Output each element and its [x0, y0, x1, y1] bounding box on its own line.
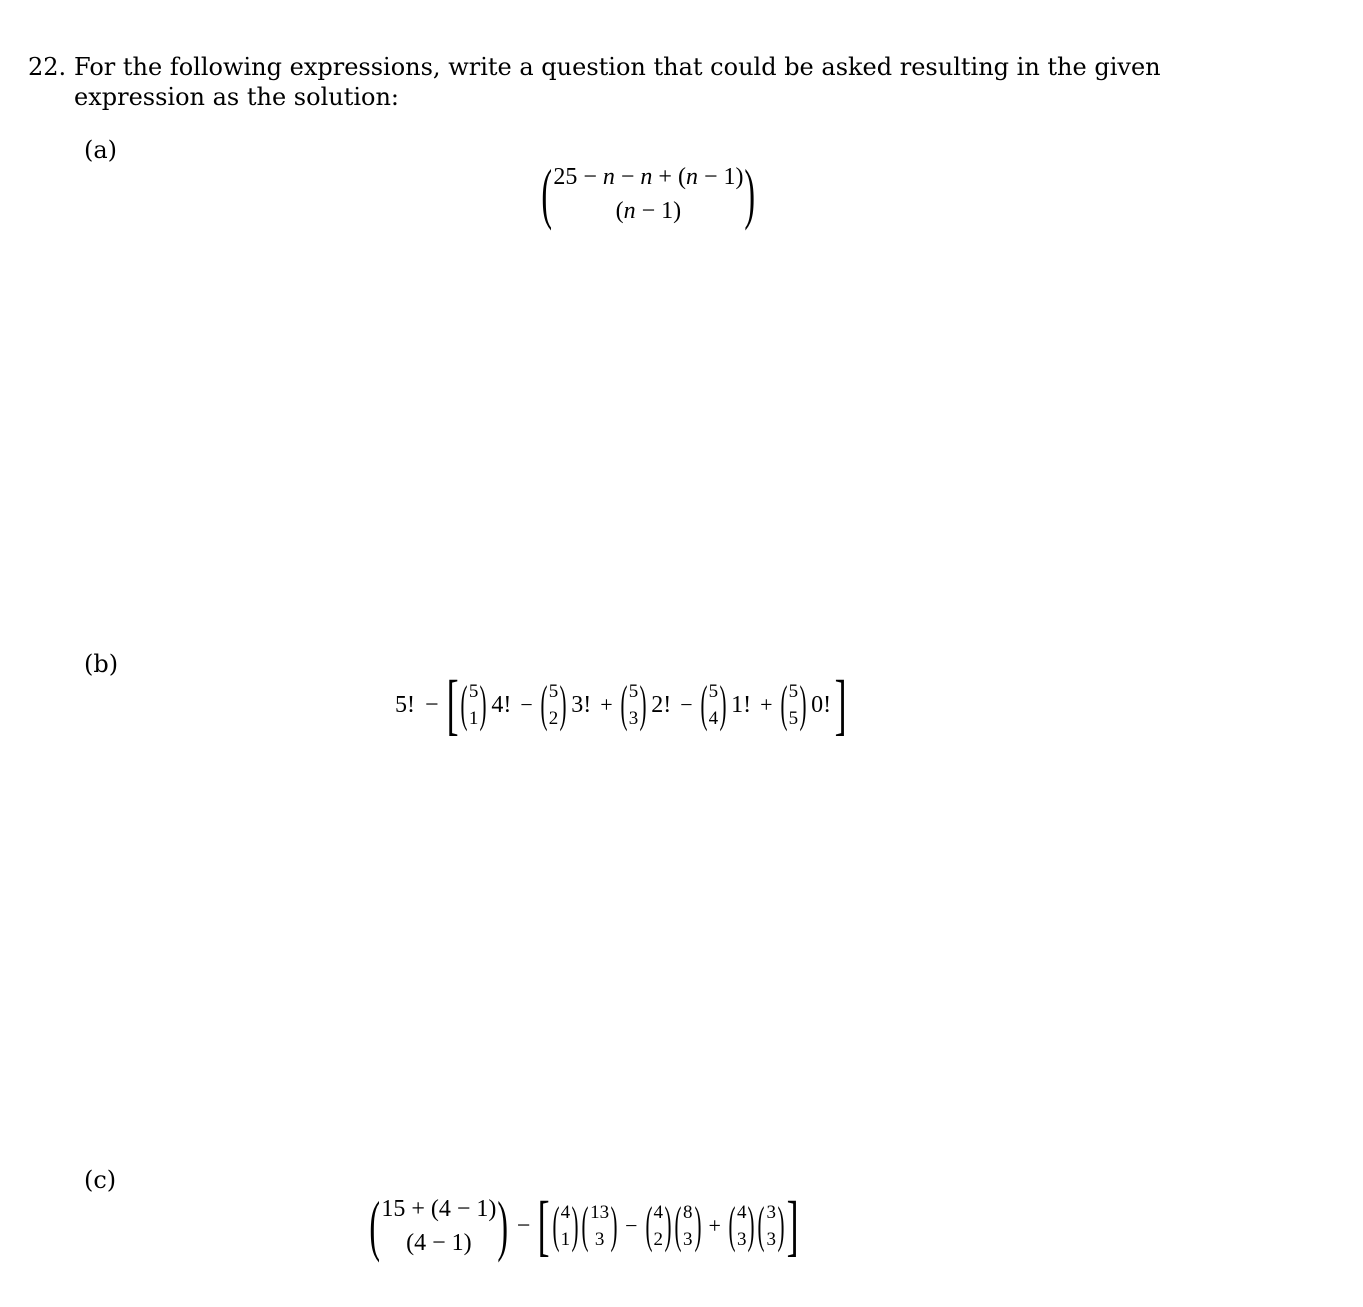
- binomial-bottom: (4 − 1): [406, 1230, 472, 1256]
- binomial-stack: [766, 1199, 776, 1253]
- factorial-term: 1!: [731, 691, 752, 718]
- binomial: [580, 1199, 619, 1253]
- left-paren: (: [728, 1197, 736, 1254]
- right-paren: ): [479, 676, 487, 733]
- binomial-bottom: 2: [548, 708, 559, 729]
- binomial-stack: [549, 678, 559, 732]
- right-paren: ): [719, 676, 727, 733]
- binomial-top: 4: [560, 1202, 571, 1223]
- right-paren: ): [777, 1197, 785, 1254]
- factorial-term: 4!: [491, 691, 512, 718]
- right-paren: ): [497, 1186, 509, 1264]
- binomial-stack: [629, 678, 639, 732]
- right-paren: ): [664, 1197, 672, 1254]
- part-a-label: (a): [84, 136, 118, 164]
- left-paren: (: [620, 676, 628, 733]
- binomial: [779, 678, 809, 732]
- binomial: [699, 678, 729, 732]
- binomial-top: 5: [788, 681, 799, 702]
- binomial: [540, 154, 757, 232]
- right-paren: ): [747, 1197, 755, 1254]
- left-paren: (: [540, 676, 548, 733]
- left-paren: (: [700, 676, 708, 733]
- binomial-top: 4: [653, 1202, 664, 1223]
- binomial: [644, 1199, 674, 1253]
- binomial: [619, 678, 649, 732]
- product-terms: [551, 1199, 786, 1253]
- factorial-term: 2!: [651, 691, 672, 718]
- binomial-top: 15 + (4 − 1): [381, 1196, 497, 1222]
- binomial: [756, 1199, 786, 1253]
- binomial-stack: [683, 1199, 693, 1253]
- part-c-expression: [368, 1186, 799, 1264]
- left-bracket: [: [446, 665, 459, 743]
- operator: +: [760, 692, 773, 717]
- binomial-top: 5: [548, 681, 559, 702]
- binomial-stack: [590, 1199, 609, 1253]
- binomial: [539, 678, 569, 732]
- binomial-bottom: 4: [708, 708, 719, 729]
- left-paren: (: [674, 1197, 682, 1254]
- left-paren: (: [645, 1197, 653, 1254]
- part-a-expression: [540, 154, 757, 232]
- binomial-top: 3: [766, 1202, 776, 1223]
- binomial-top: 8: [683, 1202, 693, 1223]
- binomial-top: 13: [590, 1202, 610, 1223]
- binomial-bottom: 3: [594, 1229, 605, 1250]
- binomial: [673, 1199, 703, 1253]
- part-c-label: (c): [84, 1166, 117, 1194]
- binomial-stack: [737, 1199, 747, 1253]
- binomial: [368, 1186, 510, 1264]
- binomial: [551, 1199, 581, 1253]
- left-paren: (: [780, 676, 788, 733]
- binomial-stack: [789, 678, 799, 732]
- right-paren: ): [694, 1197, 702, 1254]
- question-number: 22.: [28, 53, 67, 81]
- right-paren: ): [799, 676, 807, 733]
- left-bracket: [: [537, 1186, 550, 1264]
- binomial: [459, 678, 489, 732]
- right-bracket: ]: [786, 1186, 799, 1264]
- right-paren: ): [610, 1197, 618, 1254]
- left-paren: (: [369, 1186, 380, 1264]
- binomial-top: 5: [468, 681, 479, 702]
- right-paren: ): [639, 676, 647, 733]
- binomial-stack: [561, 1199, 571, 1253]
- binomial-top: 25 − n − n + (n − 1): [553, 164, 744, 190]
- right-paren: ): [744, 154, 756, 232]
- binomial-bottom: 5: [788, 708, 799, 729]
- right-paren: ): [559, 676, 567, 733]
- binomial-stack: [654, 1199, 664, 1253]
- binomial-bottom: 3: [683, 1229, 693, 1250]
- binomial-bottom: (n − 1): [615, 198, 682, 224]
- part-b-label: (b): [84, 650, 119, 678]
- factorial-term: 3!: [571, 691, 592, 718]
- left-paren: (: [581, 1197, 589, 1254]
- right-paren: ): [571, 1197, 579, 1254]
- part-b-expression: [392, 665, 847, 743]
- left-paren: (: [541, 154, 552, 232]
- operator: +: [708, 1213, 721, 1238]
- operator: −: [425, 691, 439, 718]
- binomial-bottom: 3: [736, 1229, 747, 1250]
- binomial-bottom: 2: [653, 1229, 664, 1250]
- binomial-top: 4: [736, 1202, 747, 1223]
- factorial-term: 5!: [395, 691, 415, 718]
- binomial-top: 5: [708, 681, 719, 702]
- operator: −: [516, 1212, 531, 1239]
- binomial-stack: [709, 678, 719, 732]
- left-paren: (: [460, 676, 468, 733]
- operator: +: [600, 692, 613, 717]
- binomial-bottom: 1: [560, 1229, 571, 1250]
- binomial-top: 5: [628, 681, 639, 702]
- operator: −: [625, 1213, 638, 1238]
- right-bracket: ]: [834, 665, 847, 743]
- left-paren: (: [757, 1197, 765, 1254]
- sum-terms: [459, 678, 834, 732]
- binomial-bottom: 3: [628, 708, 639, 729]
- operator: −: [680, 692, 693, 717]
- binomial-stack: [469, 678, 479, 732]
- binomial-bottom: 1: [468, 708, 479, 729]
- factorial-term: 0!: [811, 691, 832, 718]
- operator: −: [520, 692, 533, 717]
- left-paren: (: [552, 1197, 560, 1254]
- question-text: For the following expressions, write a question that could be asked resulting in the given expression as the solution:: [74, 53, 1161, 111]
- binomial-bottom: 3: [766, 1229, 776, 1250]
- binomial: [727, 1199, 757, 1253]
